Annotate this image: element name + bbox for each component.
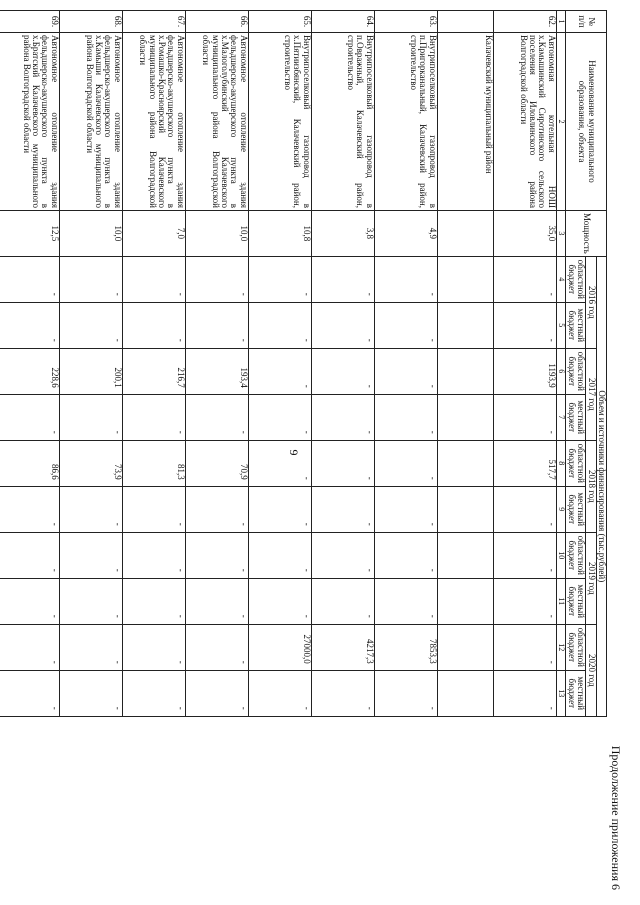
funding-value: - bbox=[0, 256, 59, 302]
funding-value: - bbox=[185, 578, 248, 624]
funding-value: - bbox=[374, 256, 437, 302]
header-num: № п/п bbox=[566, 11, 607, 33]
funding-value: - bbox=[59, 578, 122, 624]
header-capacity: Мощность bbox=[566, 211, 607, 257]
funding-value: - bbox=[374, 440, 437, 486]
column-number: 7 bbox=[556, 394, 565, 440]
object-name: Внутрипоселковый газопровод в п.Овражный, Калачевский район, строительство bbox=[311, 33, 374, 211]
funding-value: - bbox=[374, 532, 437, 578]
table-row bbox=[122, 11, 185, 717]
funding-value bbox=[437, 440, 493, 486]
funding-value: - bbox=[185, 256, 248, 302]
funding-value: - bbox=[185, 394, 248, 440]
funding-value: - bbox=[122, 394, 185, 440]
header-local: местный бюджет bbox=[566, 578, 586, 624]
funding-value: 70,9 bbox=[185, 440, 248, 486]
funding-value: 517,7 bbox=[493, 440, 556, 486]
funding-value: - bbox=[311, 440, 374, 486]
object-name: Автономное отопление здания фельдшерско-акушерского пункта в х.Камыши Калачевского муниципального района Волгоградской области bbox=[59, 33, 122, 211]
capacity-value bbox=[437, 211, 493, 257]
funding-value: - bbox=[374, 578, 437, 624]
funding-value: - bbox=[311, 532, 374, 578]
row-number: 67. bbox=[122, 11, 185, 33]
funding-value: - bbox=[122, 670, 185, 716]
funding-value: - bbox=[311, 348, 374, 394]
funding-value: 1193,9 bbox=[493, 348, 556, 394]
funding-value: - bbox=[0, 302, 59, 348]
funding-value bbox=[437, 256, 493, 302]
column-number: 11 bbox=[556, 578, 565, 624]
column-number: 1 bbox=[556, 11, 565, 33]
capacity-value: 3,8 bbox=[311, 211, 374, 257]
capacity-value: 7,0 bbox=[122, 211, 185, 257]
funding-value: - bbox=[493, 624, 556, 670]
object-name: Автономное отопление здания фельдшерско-акушерского пункта в х.Ромашко-Красноярский Калачевского муниципального района Волгоградской области bbox=[122, 33, 185, 211]
document-sheet bbox=[21, 10, 625, 890]
capacity-value: 10,0 bbox=[59, 211, 122, 257]
funding-value: - bbox=[185, 302, 248, 348]
funding-value: - bbox=[122, 532, 185, 578]
funding-value: - bbox=[311, 670, 374, 716]
funding-value: 200,1 bbox=[59, 348, 122, 394]
funding-value: - bbox=[493, 302, 556, 348]
funding-value bbox=[437, 394, 493, 440]
object-name: Автономное отопление здания фельдшерско-акушерского пункта в х.Братский Калачевского муниципального района Волгоградской области bbox=[0, 33, 59, 211]
funding-value: - bbox=[59, 302, 122, 348]
funding-value: - bbox=[0, 670, 59, 716]
column-numbers-row bbox=[556, 11, 565, 717]
object-name: Автономное отопление здания фельдшерско-акушерского пункта в х.Малоголубинский Калачевского муниципального района Волгоградской области bbox=[185, 33, 248, 211]
header-regional: областной бюджет bbox=[566, 256, 586, 302]
header-local: местный бюджет bbox=[566, 394, 586, 440]
header-local: местный бюджет bbox=[566, 486, 586, 532]
funding-value: 228,6 bbox=[0, 348, 59, 394]
funding-value: - bbox=[493, 394, 556, 440]
funding-value: - bbox=[493, 578, 556, 624]
funding-value: - bbox=[248, 394, 311, 440]
funding-value bbox=[437, 578, 493, 624]
header-year-2019: 2019 год bbox=[586, 532, 596, 624]
column-number: 8 bbox=[556, 440, 565, 486]
funding-value: - bbox=[59, 532, 122, 578]
table-row bbox=[248, 11, 311, 717]
funding-value: - bbox=[59, 256, 122, 302]
funding-value: - bbox=[0, 624, 59, 670]
table-row bbox=[493, 11, 556, 717]
funding-value: 27000,0 bbox=[248, 624, 311, 670]
funding-value: - bbox=[0, 578, 59, 624]
funding-value: - bbox=[374, 670, 437, 716]
row-number: 64. bbox=[311, 11, 374, 33]
funding-value: - bbox=[493, 670, 556, 716]
funding-value: 193,4 bbox=[185, 348, 248, 394]
funding-value: - bbox=[374, 302, 437, 348]
funding-value: - bbox=[0, 532, 59, 578]
funding-value bbox=[437, 624, 493, 670]
capacity-value: 35,0 bbox=[493, 211, 556, 257]
header-regional: областной бюджет bbox=[566, 348, 586, 394]
funding-value: - bbox=[248, 578, 311, 624]
funding-value: - bbox=[0, 486, 59, 532]
funding-value bbox=[437, 486, 493, 532]
header-year-2017: 2017 год bbox=[586, 348, 596, 440]
funding-value: 86,6 bbox=[0, 440, 59, 486]
column-number: 5 bbox=[556, 302, 565, 348]
column-number: 3 bbox=[556, 211, 565, 257]
continuation-label: Продолжение приложения 6 bbox=[609, 745, 623, 890]
header-year-2016: 2016 год bbox=[586, 256, 596, 348]
funding-value: - bbox=[493, 256, 556, 302]
funding-value: 7853,3 bbox=[374, 624, 437, 670]
table-row bbox=[59, 11, 122, 717]
funding-value: - bbox=[248, 348, 311, 394]
header-local: местный бюджет bbox=[566, 670, 586, 716]
funding-value: - bbox=[493, 532, 556, 578]
funding-value: 81,3 bbox=[122, 440, 185, 486]
column-number: 6 bbox=[556, 348, 565, 394]
header-name: Наименование муниципального образования, объекта bbox=[566, 33, 607, 211]
table-row bbox=[311, 11, 374, 717]
row-number: 69. bbox=[0, 11, 59, 33]
funding-value: - bbox=[311, 394, 374, 440]
header-regional: областной бюджет bbox=[566, 532, 586, 578]
funding-value: - bbox=[0, 394, 59, 440]
object-name: Калачевский муниципальный район bbox=[437, 33, 493, 211]
funding-value: - bbox=[122, 486, 185, 532]
column-number: 4 bbox=[556, 256, 565, 302]
table-row bbox=[437, 11, 493, 717]
funding-value: - bbox=[59, 670, 122, 716]
column-number: 12 bbox=[556, 624, 565, 670]
capacity-value: 12,5 bbox=[0, 211, 59, 257]
funding-value: 216,7 bbox=[122, 348, 185, 394]
funding-table bbox=[0, 10, 607, 717]
table-row bbox=[0, 11, 59, 717]
header-local: местный бюджет bbox=[566, 302, 586, 348]
funding-value: - bbox=[311, 256, 374, 302]
funding-value: - bbox=[311, 486, 374, 532]
object-name: Внутрипоселковый газопровод в п.Пригорканальный, Калачевский район, строительство bbox=[374, 33, 437, 211]
funding-value: - bbox=[248, 440, 311, 486]
funding-value: - bbox=[248, 670, 311, 716]
column-number: 13 bbox=[556, 670, 565, 716]
funding-value: - bbox=[59, 624, 122, 670]
funding-value: - bbox=[311, 302, 374, 348]
funding-value bbox=[437, 348, 493, 394]
funding-value: - bbox=[248, 486, 311, 532]
funding-value bbox=[437, 302, 493, 348]
funding-value: - bbox=[248, 302, 311, 348]
capacity-value: 4,9 bbox=[374, 211, 437, 257]
table-body bbox=[0, 11, 566, 717]
header-funding: Объем и источники финансирования (тыс.рублей) bbox=[596, 256, 606, 716]
funding-value: - bbox=[311, 578, 374, 624]
funding-value: - bbox=[493, 486, 556, 532]
funding-value: - bbox=[248, 256, 311, 302]
funding-value: - bbox=[59, 394, 122, 440]
column-number: 2 bbox=[556, 33, 565, 211]
funding-value: - bbox=[374, 348, 437, 394]
funding-value: - bbox=[248, 532, 311, 578]
column-number: 10 bbox=[556, 532, 565, 578]
funding-value: 73,9 bbox=[59, 440, 122, 486]
table-row bbox=[185, 11, 248, 717]
header-regional: областной бюджет bbox=[566, 440, 586, 486]
header-regional: областной бюджет bbox=[566, 624, 586, 670]
funding-value: - bbox=[185, 486, 248, 532]
funding-value bbox=[437, 532, 493, 578]
row-number bbox=[437, 11, 493, 33]
header-year-2018: 2018 год bbox=[586, 440, 596, 532]
row-number: 63. bbox=[374, 11, 437, 33]
object-name: Автономная котельная НОШ х.Камышинский Сиротинского сельского поселения Иловлинского района Волгоградской области bbox=[493, 33, 556, 211]
funding-value: - bbox=[122, 256, 185, 302]
funding-value: - bbox=[185, 532, 248, 578]
funding-value: - bbox=[374, 486, 437, 532]
row-number: 65. bbox=[248, 11, 311, 33]
row-number: 62. bbox=[493, 11, 556, 33]
object-name: Внутрипоселковый газопровод в х.Пятиизбянский, Калачевский район, строительство bbox=[248, 33, 311, 211]
capacity-value: 10,0 bbox=[185, 211, 248, 257]
column-number: 9 bbox=[556, 486, 565, 532]
funding-value: 4217,3 bbox=[311, 624, 374, 670]
funding-value bbox=[437, 670, 493, 716]
funding-value: - bbox=[185, 624, 248, 670]
header-year-2020: 2020 год bbox=[586, 624, 596, 716]
funding-value: - bbox=[122, 624, 185, 670]
funding-value: - bbox=[122, 302, 185, 348]
page-number: 9 bbox=[287, 449, 301, 456]
table-row bbox=[374, 11, 437, 717]
row-number: 68. bbox=[59, 11, 122, 33]
funding-value: - bbox=[185, 670, 248, 716]
funding-value: - bbox=[59, 486, 122, 532]
row-number: 66. bbox=[185, 11, 248, 33]
funding-value: - bbox=[122, 578, 185, 624]
funding-value: - bbox=[374, 394, 437, 440]
capacity-value: 10,8 bbox=[248, 211, 311, 257]
